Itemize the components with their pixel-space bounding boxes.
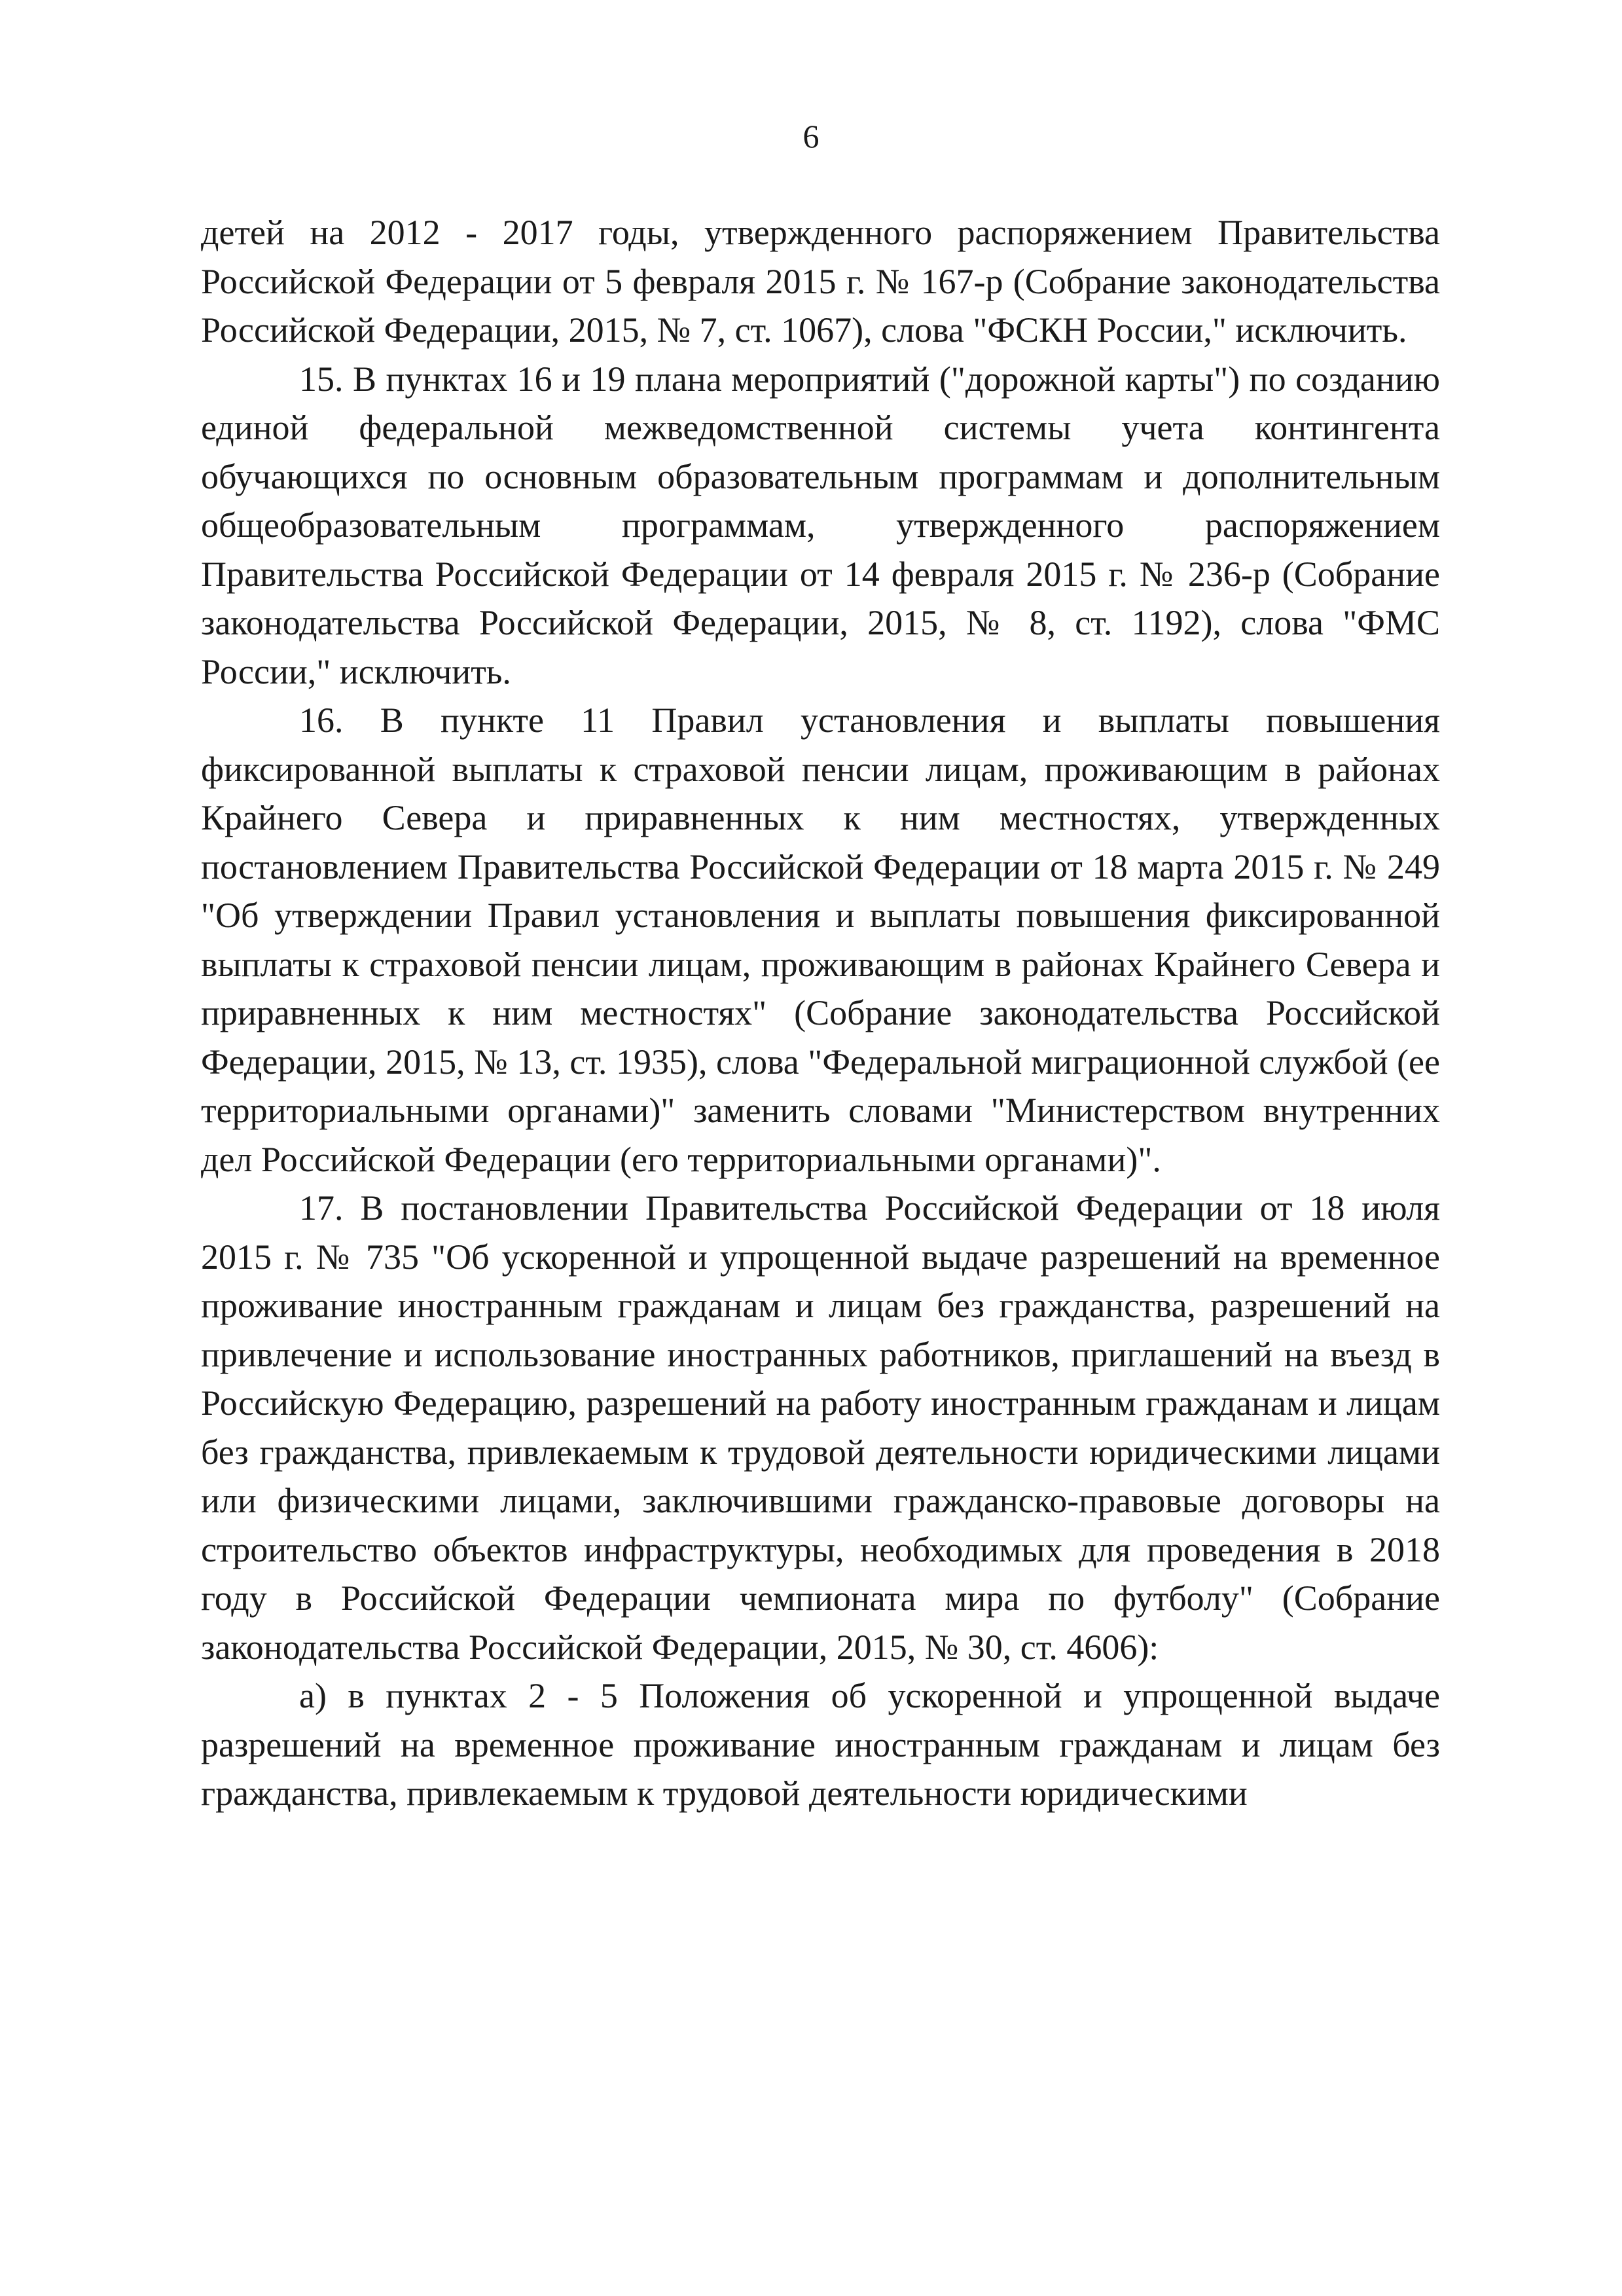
paragraph-item-17a: а) в пунктах 2 - 5 Положения об ускоренной и упрощенной выдаче разрешений на временное проживание иностранным гражданам и лицам без гражданства, привлекаемым к трудовой деятельности юридическими [201, 1676, 1440, 1813]
page-number: 6 [802, 118, 820, 155]
document-body [201, 208, 1440, 1818]
paragraph-item-17: 17. В постановлении Правительства Российской Федерации от 18 июля 2015 г. № 735 "Об ускоренной и упрощенной выдаче разрешений на временное проживание иностранным гражданам и лицам без гражданства, разрешений на привлечение и использование иностранных работников, приглашений на въезд в Российскую Федерацию, разрешений на работу иностранным гражданам и лицам без гражданства, привлекаемым к трудовой деятельности юридическими лицами или физическими лицами, заключившими гражданско-правовые договоры на строительство объектов инфраструктуры, необходимых для проведения в 2018 году в Российской Федерации чемпионата мира по футболу" (Собрание законодательства Российской Федерации, 2015, № 30, ст. 4606): [201, 1188, 1440, 1667]
paragraph-continuation: детей на 2012 - 2017 годы, утвержденного распоряжением Правительства Российской Федерации от 5 февраля 2015 г. № 167-р (Собрание законодательства Российской Федерации, 2015, № 7, ст. 1067), слова "ФСКН России," исключить. [201, 213, 1440, 350]
paragraph-item-15: 15. В пунктах 16 и 19 плана мероприятий ("дорожной карты") по созданию единой федеральной межведомственной системы учета контингента обучающихся по основным образовательным программам и дополнительным общеобразовательным программам, утвержденного распоряжением Правительства Российской Федерации от 14 февраля 2015 г. № 236-р (Собрание законодательства Российской Федерации, 2015, № 8, ст. 1192), слова "ФМС России," исключить. [201, 359, 1440, 691]
paragraph-item-16: 16. В пункте 11 Правил установления и выплаты повышения фиксированной выплаты к страховой пенсии лицам, проживающим в районах Крайнего Севера и приравненных к ним местностях, утвержденных постановлением Правительства Российской Федерации от 18 марта 2015 г. № 249 "Об утверждении Правил установления и выплаты повышения фиксированной выплаты к страховой пенсии лицам, проживающим в районах Крайнего Севера и приравненных к ним местностях" (Собрание законодательства Российской Федерации, 2015, № 13, ст. 1935), слова "Федеральной миграционной службой (ее территориальными органами)" заменить словами "Министерством внутренних дел Российской Федерации (его территориальными органами)". [201, 701, 1440, 1179]
